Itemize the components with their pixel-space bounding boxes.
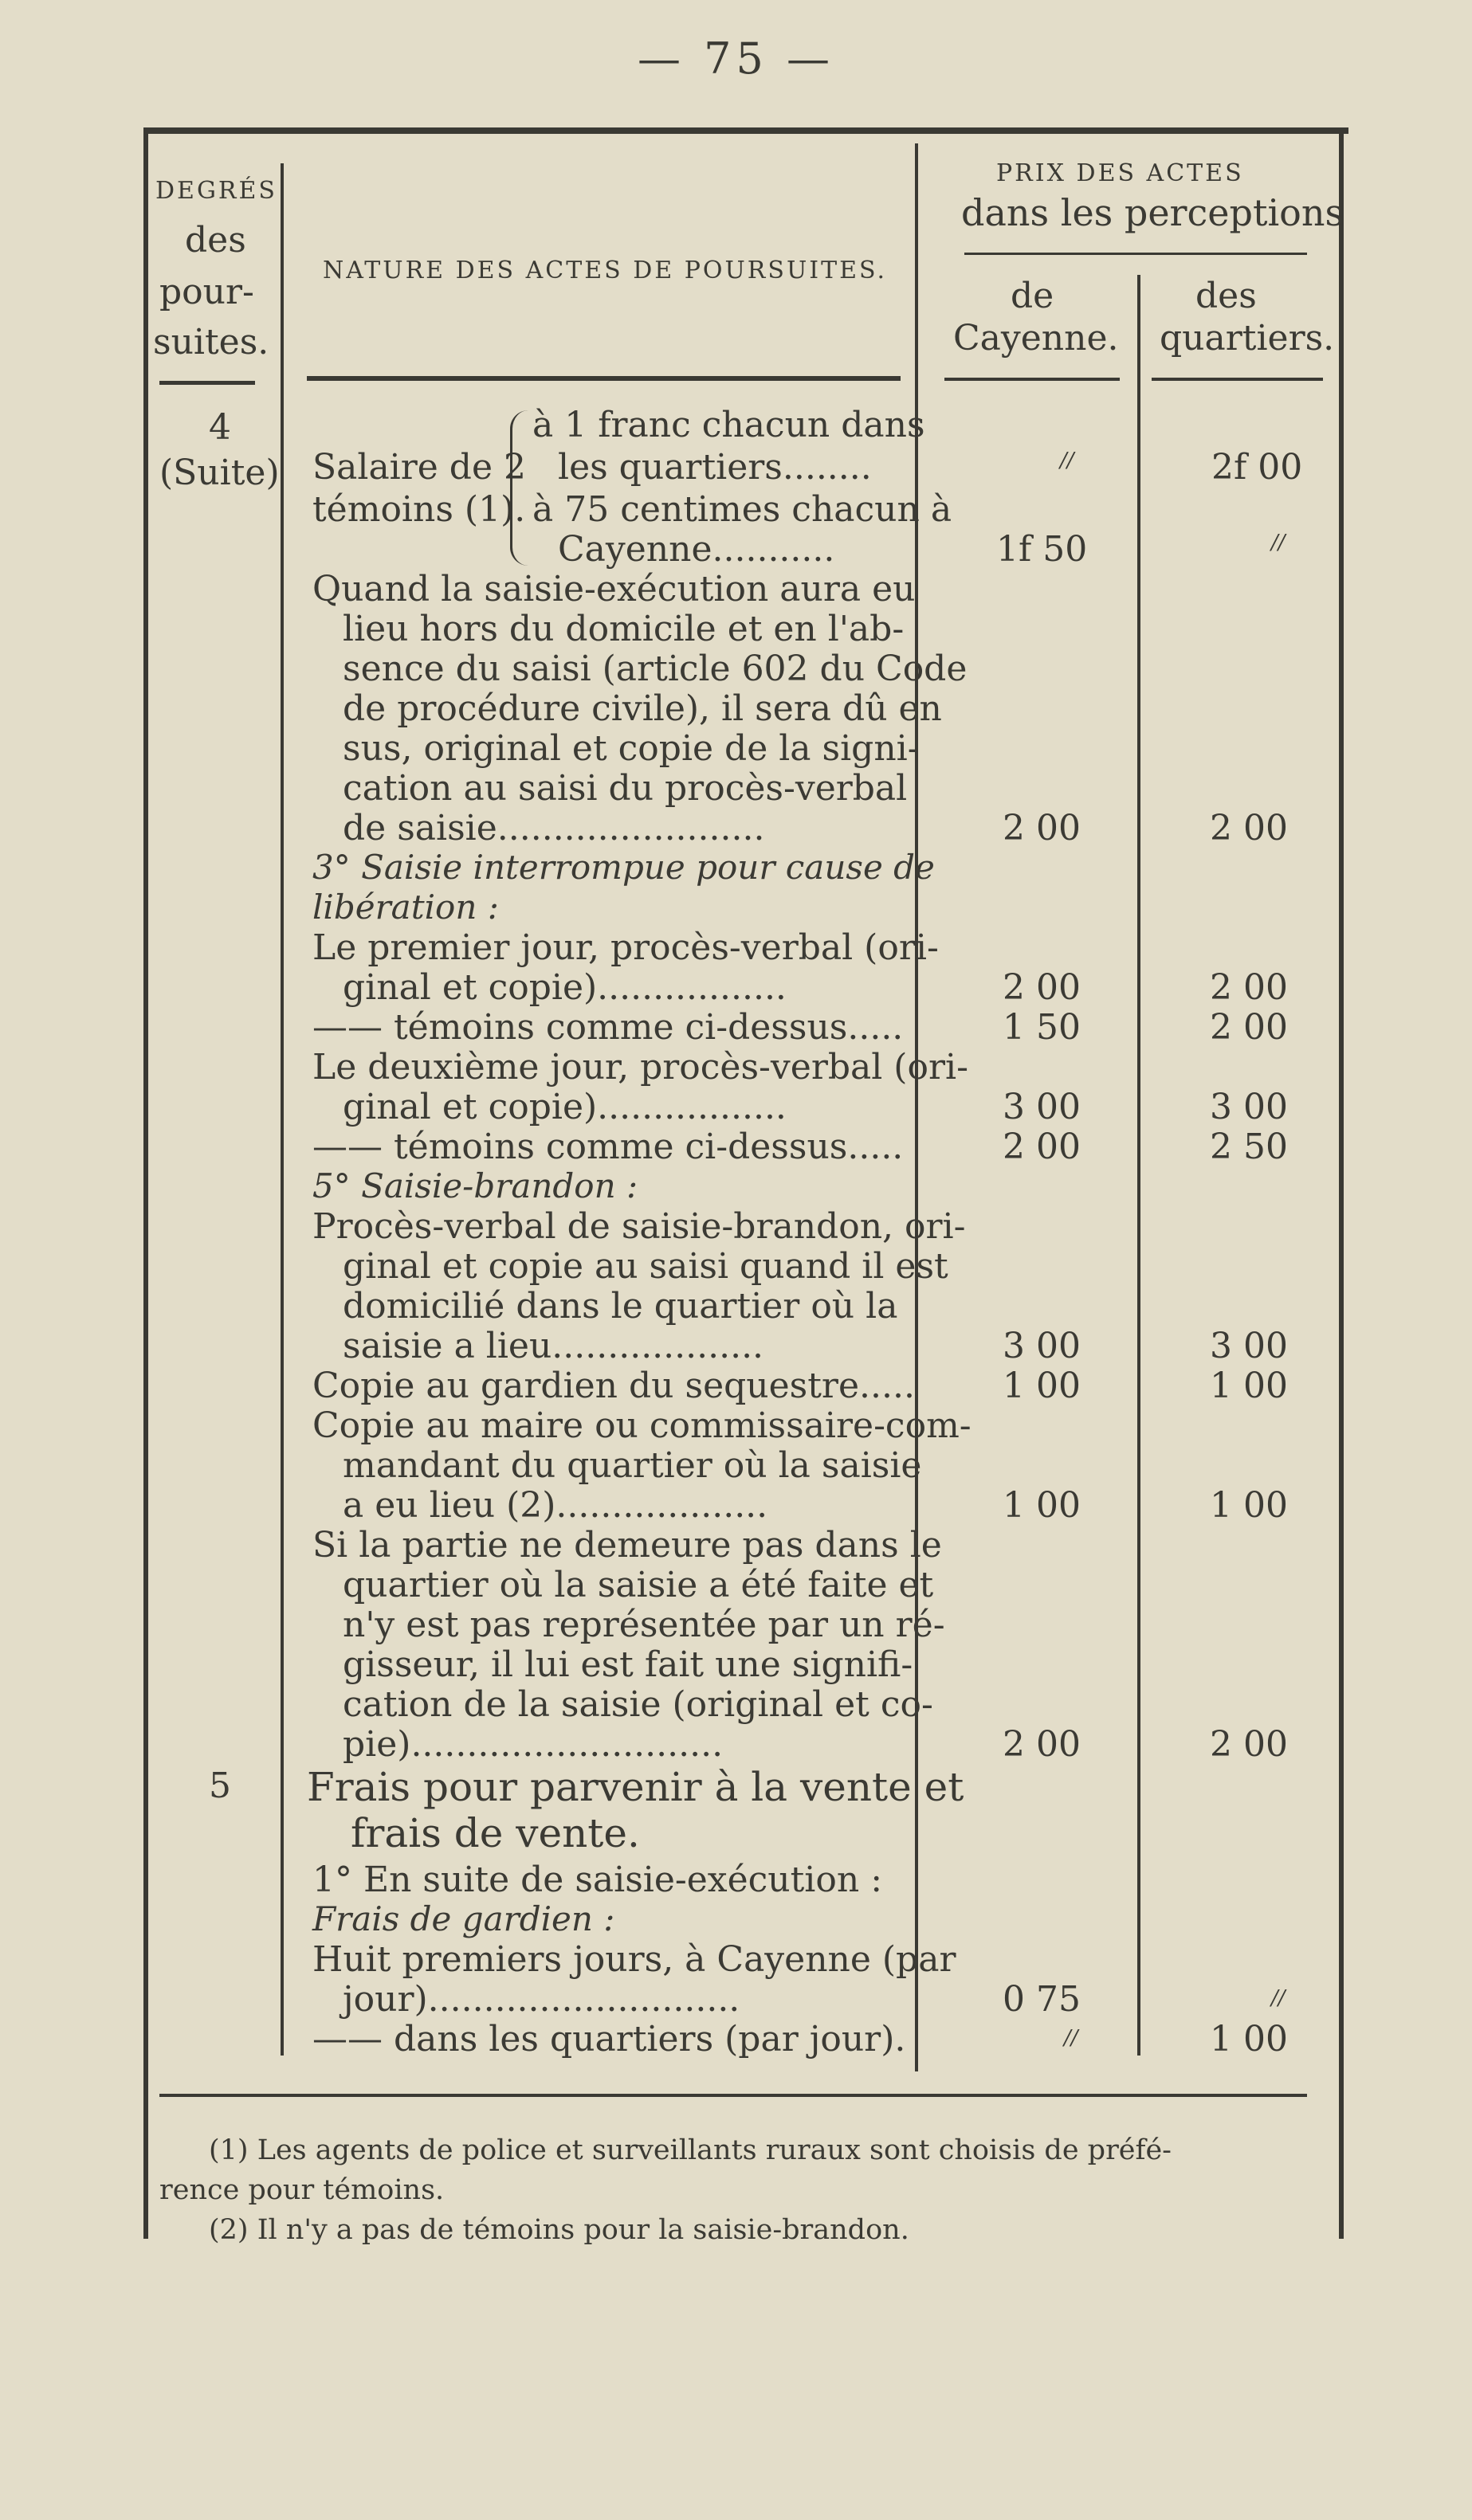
header-rule-quartiers [1152,378,1323,381]
salaire-left-2: témoins (1). [312,489,526,530]
text-line-25: quartier où la saisie a été faite et [343,1565,934,1605]
text-line-9: Le premier jour, procès-verbal (ori- [312,927,939,968]
frais-line-1: frais de vente. [351,1810,640,1856]
text-line-6: de saisie........................ [343,808,765,848]
amount-maire-cayenne: 1 00 [1003,1485,1081,1526]
text-line-19: saisie a lieu................... [343,1326,764,1366]
amount-maire-quartiers: 1 00 [1210,1485,1288,1526]
text-line-23: a eu lieu (2)................... [343,1485,768,1526]
header-rule-nature [307,376,901,381]
degree-4: 4 [209,407,231,448]
text-line-20: Copie au gardien du sequestre..... [312,1366,915,1406]
amount-salaire-quartiers: 2f 00 [1211,447,1303,488]
amount-gardien-quartiers: 1 00 [1210,1366,1288,1406]
amount-j2t-cayenne: 2 00 [1003,1127,1081,1167]
amount-quartiers-cayenne-dash: // [1064,2026,1078,2050]
text-line-7: 3° Saisie interrompue pour cause de [312,848,935,887]
text-line-29: pie)............................ [343,1724,724,1765]
amount-j2-cayenne: 3 00 [1003,1087,1081,1127]
amount-salaire-cayenne: 1f 50 [996,529,1088,570]
text-line-15: 5° Saisie-brandon : [312,1166,638,1205]
text-line-10: ginal et copie)................. [343,967,787,1008]
salaire-right-1: à 1 franc chacun dans [532,405,925,445]
table-left-border [143,127,148,2239]
salaire-right-2: les quartiers........ [558,447,872,488]
header-prix-2: dans les perceptions [961,191,1344,234]
salaire-right-3: à 75 centimes chacun à [532,489,952,530]
text-line-27: gisseur, il lui est fait une signifi- [343,1644,913,1685]
header-degrees-1: DEGRÉS [155,177,277,205]
amount-j1t-quartiers: 2 00 [1210,1007,1288,1048]
text-line-5: cation au saisi du procès-verbal [343,768,908,809]
text-line-28: cation de la saisie (original et co- [343,1684,933,1725]
degree-4-suite: (Suite) [159,453,280,493]
header-prix-1: PRIX DES ACTES [996,159,1244,187]
page-number: — 75 — [637,33,835,84]
amount-gardien-cayenne: 1 00 [1003,1366,1081,1406]
salaire-brace [510,410,528,566]
tail-line-1: Frais de gardien : [312,1899,615,1938]
amount-signification-cayenne: 2 00 [1003,1724,1081,1765]
footnote-1-line-2: rence pour témoins. [159,2174,445,2206]
table-bottom-rule [159,2094,1307,2097]
text-line-17: ginal et copie au saisi quand il est [343,1246,948,1287]
salaire-left-1: Salaire de 2 [312,447,526,488]
amount-signification-quartiers: 2 00 [1210,1724,1288,1765]
text-line-24: Si la partie ne demeure pas dans le [312,1525,942,1566]
amount-salaire-quartiers-dash: // [1271,531,1286,555]
header-quartiers-2: quartiers. [1160,318,1335,359]
text-line-26: n'y est pas représentée par un ré- [343,1605,945,1645]
amount-j1-quartiers: 2 00 [1210,967,1288,1008]
header-degrees-2: des [185,220,246,261]
header-rule-cayenne [944,378,1120,381]
amount-saisie-quartiers: 2 00 [1210,808,1288,848]
amount-huit-quartiers-dash: // [1271,1986,1286,2010]
header-nature: NATURE DES ACTES DE POURSUITES. [323,257,887,284]
footnote-1-line-1: (1) Les agents de police et surveillants ruraux sont choisis de préfé- [209,2134,1172,2166]
text-line-1: lieu hors du domicile et en l'ab- [343,609,905,649]
amount-j1-cayenne: 2 00 [1003,967,1081,1008]
header-quartiers-1: des [1195,276,1257,316]
amount-quartiers-quartiers: 1 00 [1210,2019,1288,2060]
salaire-right-4: Cayenne........... [558,529,835,570]
text-line-16: Procès-verbal de saisie-brandon, ori- [312,1206,966,1247]
text-line-13: ginal et copie)................. [343,1087,787,1127]
header-degrees-3: pour- [159,272,254,312]
text-line-18: domicilié dans le quartier où la [343,1286,898,1327]
text-line-12: Le deuxième jour, procès-verbal (ori- [312,1047,968,1088]
amount-j1t-cayenne: 1 50 [1003,1007,1081,1048]
text-line-11: —— témoins comme ci-dessus..... [312,1007,904,1048]
amount-salaire-cayenne-dash: // [1060,449,1074,472]
tail-line-4: —— dans les quartiers (par jour). [312,2019,906,2060]
tail-line-3: jour)............................ [343,1979,740,2020]
amount-brandon-quartiers: 3 00 [1210,1326,1288,1366]
header-cayenne-1: de [1011,276,1054,316]
amount-brandon-cayenne: 3 00 [1003,1326,1081,1366]
degree-5: 5 [209,1766,231,1806]
tail-line-2: Huit premiers jours, à Cayenne (par [312,1939,956,1980]
column-divider-3 [1137,275,1140,2056]
amount-j2t-quartiers: 2 50 [1210,1127,1288,1167]
amount-j2-quartiers: 3 00 [1210,1087,1288,1127]
amount-huit-cayenne: 0 75 [1003,1979,1081,2020]
table-top-rule [143,127,1348,134]
text-line-21: Copie au maire ou commissaire-com- [312,1405,972,1446]
amount-saisie-cayenne: 2 00 [1003,808,1081,848]
text-line-14: —— témoins comme ci-dessus..... [312,1127,904,1167]
footnote-2: (2) Il n'y a pas de témoins pour la saisie-brandon. [209,2214,909,2246]
header-rule-deg [159,381,255,385]
text-line-4: sus, original et copie de la signi- [343,728,920,769]
text-line-8: libération : [312,888,499,927]
tail-line-0: 1° En suite de saisie-exécution : [312,1860,883,1900]
prix-subrule [964,253,1307,255]
header-degrees-4: suites. [153,322,269,363]
column-divider-1 [281,163,284,2056]
header-cayenne-2: Cayenne. [953,318,1119,359]
text-line-0: Quand la saisie-exécution aura eu [312,569,916,609]
text-line-3: de procédure civile), il sera dû en [343,688,942,729]
text-line-22: mandant du quartier où la saisie [343,1445,922,1486]
frais-line-0: Frais pour parvenir à la vente et [307,1764,964,1810]
text-line-2: sence du saisi (article 602 du Code [343,649,968,689]
table-right-border [1339,127,1344,2239]
